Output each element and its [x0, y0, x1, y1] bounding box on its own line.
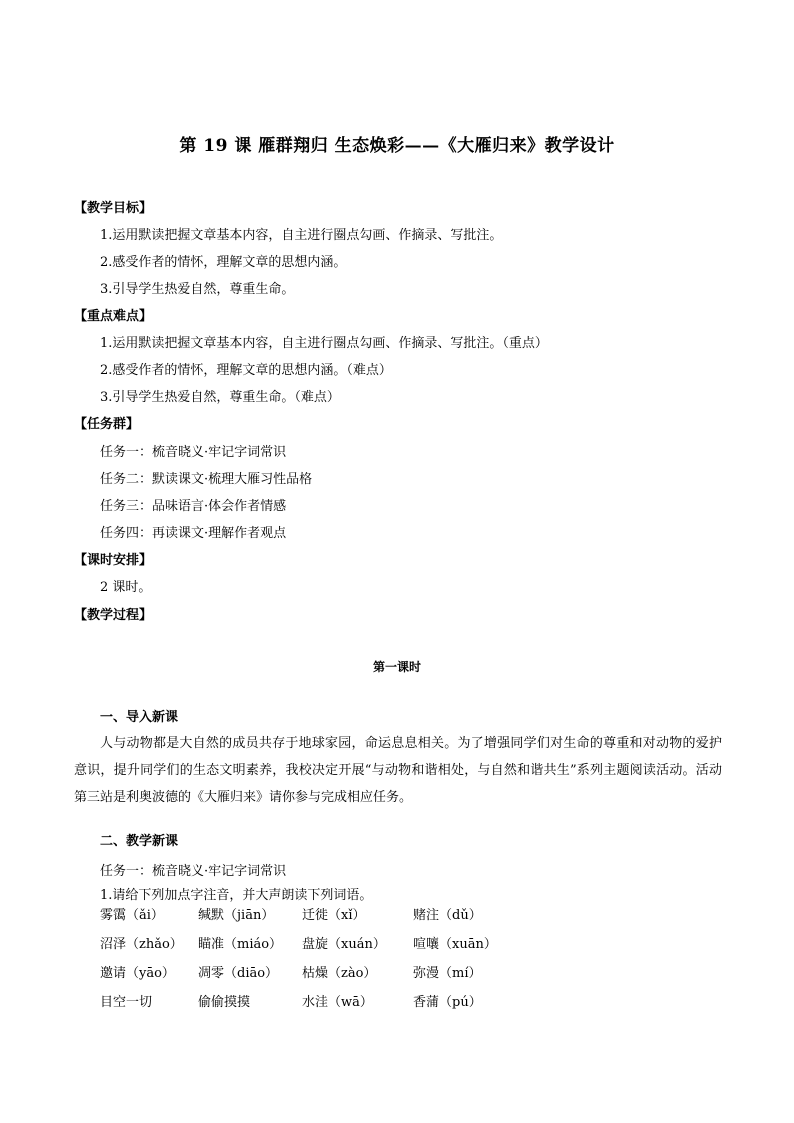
vocab-table [100, 904, 520, 1020]
schedule-heading: 【课时安排】 [74, 553, 153, 568]
goal-item-2: 2.感受作者的情怀，理解文章的思想内涵。 [100, 255, 347, 270]
goals-heading: 【教学目标】 [74, 201, 153, 216]
vocab-item: 枯燥（zào） [302, 966, 377, 981]
vocab-row [100, 962, 520, 991]
keypoint-item-3: 3.引导学生热爱自然，尊重生命。（难点） [100, 390, 340, 405]
task-item-3: 任务三：品味语言·体会作者情感 [100, 499, 287, 514]
task1-title: 任务一：梳音晓义·牢记字词常识 [100, 864, 287, 879]
keypoint-item-2: 2.感受作者的情怀，理解文章的思想内涵。（难点） [100, 363, 392, 378]
vocab-item: 沼泽（zhǎo） [100, 937, 183, 952]
vocab-item: 雾霭（ǎi） [100, 908, 164, 923]
document-title: 第 19 课 雁群翔归 生态焕彩——《大雁归来》教学设计 [179, 136, 615, 156]
vocab-row [100, 933, 520, 962]
lesson-title: 第一课时 [372, 660, 421, 674]
vocab-item: 盘旋（xuán） [302, 937, 386, 952]
vocab-item: 赌注（dǔ） [413, 908, 482, 923]
vocab-item: 水洼（wā） [302, 995, 373, 1010]
question-1: 1.请给下列加点字注音，并大声朗读下列词语。 [100, 888, 373, 903]
vocab-row [100, 904, 520, 933]
vocab-item: 喧嚷（xuān） [413, 937, 497, 952]
vocab-item: 目空一切 [100, 995, 153, 1010]
tasks-heading: 【任务群】 [74, 417, 140, 432]
task-item-4: 任务四：再读课文·理解作者观点 [100, 526, 287, 541]
schedule-text: 2 课时。 [100, 580, 152, 595]
vocab-item: 香蒲（pú） [413, 995, 482, 1010]
keypoints-heading: 【重点难点】 [74, 309, 153, 324]
goal-item-3: 3.引导学生热爱自然，尊重生命。 [100, 282, 295, 297]
vocab-item: 弥漫（mí） [413, 966, 482, 981]
section-new-lesson-heading: 二、教学新课 [100, 834, 179, 849]
intro-paragraph: 人与动物都是大自然的成员共存于地球家园，命运息息相关。为了增强同学们对生命的尊重和对动物的爱护意识，提升同学们的生态文明素养，我校决定开展“与动物和谐相处，与自然和谐共生”系列主题阅读活动。活动第三站是利奥波德的《大雁归来》请你参与完成相应任务。 [74, 736, 722, 805]
vocab-item: 瞄准（miáo） [198, 937, 283, 952]
vocab-item: 邀请（yāo） [100, 966, 175, 981]
task-item-1: 任务一：梳音晓义·牢记字词常识 [100, 445, 287, 460]
process-heading: 【教学过程】 [74, 608, 153, 623]
keypoint-item-1: 1.运用默读把握文章基本内容，自主进行圈点勾画、作摘录、写批注。（重点） [100, 336, 548, 351]
goal-item-1: 1.运用默读把握文章基本内容，自主进行圈点勾画、作摘录、写批注。 [100, 228, 503, 243]
vocab-item: 偷偷摸摸 [198, 995, 251, 1010]
vocab-item: 迁徙（xǐ） [302, 908, 366, 923]
vocab-item: 缄默（jiān） [198, 908, 275, 923]
section-intro-heading: 一、导入新课 [100, 710, 179, 725]
vocab-item: 凋零（diāo） [198, 966, 279, 981]
task-item-2: 任务二：默读课文·梳理大雁习性品格 [100, 472, 313, 487]
vocab-row [100, 991, 520, 1020]
